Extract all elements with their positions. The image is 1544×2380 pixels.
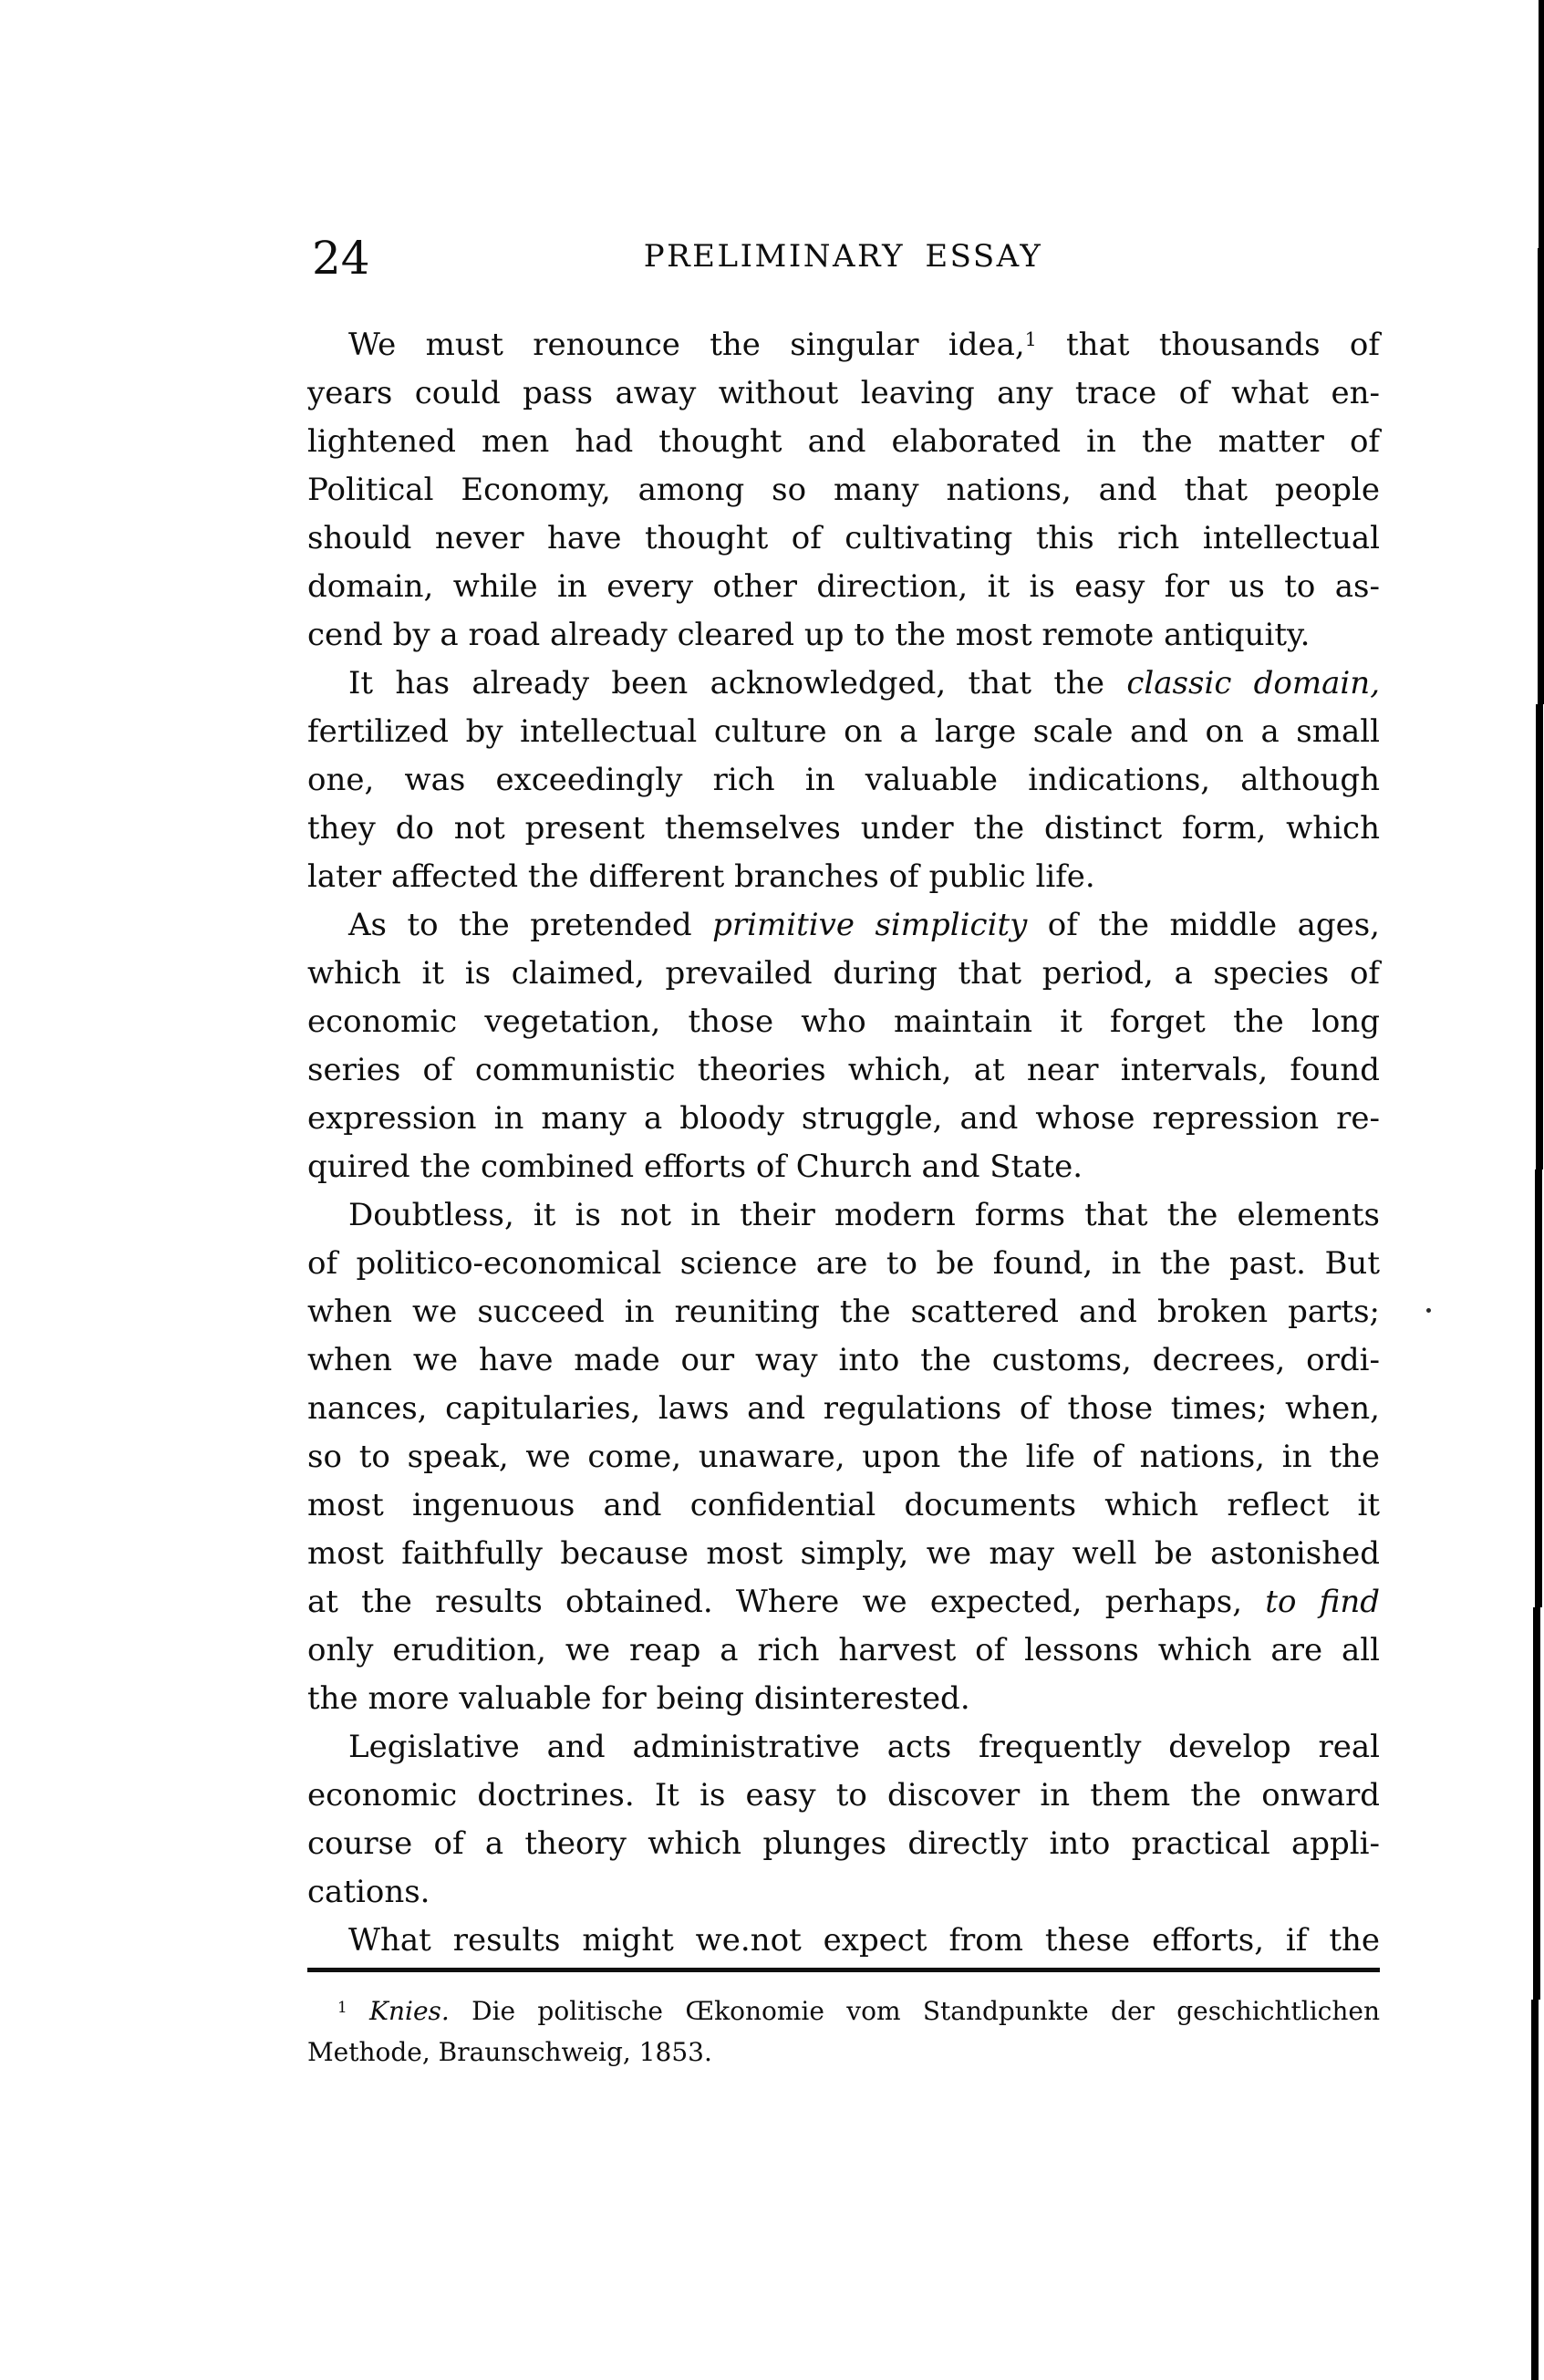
- text-segment: As to the pretended: [348, 907, 713, 943]
- text-segment: [347, 1996, 369, 2026]
- footnote-reference-mark: 1: [337, 1997, 347, 2016]
- text-segment: so to speak, we come, unaware, upon the life of nations, in the: [307, 1439, 1380, 1475]
- text-segment: classic domain,: [1126, 665, 1380, 702]
- text-segment: Die politische Œkonomie vom Standpunkte der geschichtlichen: [449, 1996, 1380, 2026]
- text-segment: most faithfully because most simply, we may well be astonished: [307, 1535, 1380, 1572]
- text-line: [307, 950, 1380, 998]
- text-segment: lightened men had thought and elaborated in the matter of: [307, 423, 1380, 460]
- text-segment: of politico-economical science are to be found, in the past. But: [307, 1245, 1380, 1282]
- text-line: [307, 1723, 1380, 1772]
- scan-edge-artifact: [1535, 1169, 1542, 1607]
- text-line: [307, 998, 1380, 1046]
- text-line: [307, 514, 1380, 563]
- text-segment: they do not present themselves under the distinct form, which: [307, 810, 1380, 847]
- text-segment: Political Economy, among so many nations, and that people: [307, 472, 1380, 508]
- text-segment: series of communistic theories which, at near intervals, found: [307, 1052, 1380, 1088]
- text-line: [307, 1046, 1380, 1095]
- text-segment: cations.: [307, 1874, 430, 1910]
- text-line: [307, 563, 1380, 611]
- text-line: [307, 1336, 1380, 1385]
- paragraph: [307, 321, 1380, 660]
- text-segment: which it is claimed, prevailed during that period, a species of: [307, 955, 1380, 992]
- text-segment: of the middle ages,: [1027, 907, 1380, 943]
- text-segment: should never have thought of cultivating this rich intellectual: [307, 520, 1380, 556]
- text-line: [307, 660, 1380, 708]
- text-segment: fertilized by intellectual culture on a large scale and on a small: [307, 713, 1380, 750]
- scan-edge-artifact: [1533, 1607, 1540, 2000]
- text-segment: economic doctrines. It is easy to discover in them the onward: [307, 1777, 1380, 1814]
- text-line: [307, 369, 1380, 418]
- text-segment: nances, capitularies, laws and regulations of those times; when,: [307, 1390, 1380, 1427]
- text-segment: when we have made our way into the customs, decrees, ordi-: [307, 1342, 1380, 1378]
- text-segment: at the results obtained. Where we expected, perhaps,: [307, 1584, 1266, 1620]
- text-line: [307, 1385, 1380, 1433]
- text-segment: Doubtless, it is not in their modern forms that the elements: [348, 1197, 1380, 1233]
- paragraph: [307, 1917, 1380, 1965]
- text-line: [307, 1433, 1380, 1481]
- footnote: [307, 1990, 1380, 2073]
- paragraph: [307, 1723, 1380, 1917]
- text-line: [307, 853, 1380, 901]
- text-line: [307, 418, 1380, 466]
- text-segment: that thousands of: [1036, 327, 1380, 363]
- paragraph: [307, 901, 1380, 1191]
- text-segment: Legislative and administrative acts frequently develop real: [348, 1729, 1380, 1765]
- text-line: [307, 466, 1380, 514]
- text-segment: expression in many a bloody struggle, and whose repression re-: [307, 1100, 1380, 1137]
- text-line: [307, 1675, 1380, 1723]
- text-segment: cend by a road already cleared up to the most remote antiquity.: [307, 617, 1311, 653]
- text-line: [307, 756, 1380, 805]
- text-line: [307, 1240, 1380, 1288]
- paragraph: [307, 660, 1380, 901]
- text-segment: years could pass away without leaving any trace of what en-: [307, 375, 1380, 411]
- text-line: [307, 1578, 1380, 1627]
- ink-dot-artifact: [1426, 1308, 1431, 1313]
- text-segment: We must renounce the singular idea,: [348, 327, 1025, 363]
- text-line: [307, 1095, 1380, 1143]
- page-number: 24: [312, 232, 370, 285]
- text-line: [307, 1530, 1380, 1578]
- text-line: [307, 2032, 1380, 2073]
- text-line: [307, 1627, 1380, 1675]
- scan-edge-artifact: [1539, 0, 1544, 248]
- text-segment: most ingenuous and confidential documents which reflect it: [307, 1487, 1380, 1523]
- scan-edge-artifact: [1538, 248, 1544, 704]
- text-line: [307, 1820, 1380, 1868]
- text-line: [307, 1143, 1380, 1191]
- running-header-title: PRELIMINARY ESSAY: [643, 238, 1043, 275]
- text-segment: What results might we.not expect from these efforts, if the: [348, 1922, 1380, 1959]
- text-segment: Knies.: [369, 1996, 450, 2026]
- text-segment: domain, while in every other direction, it is easy for us to as-: [307, 568, 1380, 605]
- text-segment: course of a theory which plunges directly into practical appli-: [307, 1825, 1380, 1862]
- paragraph: [307, 1191, 1380, 1723]
- text-segment: only erudition, we reap a rich harvest of lessons which are all: [307, 1632, 1380, 1668]
- text-segment: quired the combined efforts of Church and State.: [307, 1148, 1083, 1185]
- text-segment: to find: [1265, 1584, 1381, 1620]
- text-line: [307, 805, 1380, 853]
- text-line: [307, 321, 1380, 369]
- text-line: [307, 1917, 1380, 1965]
- text-line: [307, 1868, 1380, 1917]
- text-line: [307, 1191, 1380, 1240]
- text-segment: when we succeed in reuniting the scattered and broken parts;: [307, 1294, 1380, 1330]
- scan-edge-artifact: [1531, 2000, 1539, 2380]
- text-segment: primitive simplicity: [712, 907, 1028, 943]
- text-segment: later affected the different branches of public life.: [307, 858, 1095, 895]
- footnote-reference-mark: 1: [1024, 327, 1037, 350]
- text-segment: the more valuable for being disinterested.: [307, 1680, 970, 1717]
- footnote-rule: [307, 1968, 1380, 1972]
- text-line: [307, 1481, 1380, 1530]
- text-segment: It has already been acknowledged, that the: [348, 665, 1127, 702]
- text-segment: Methode, Braunschweig, 1853.: [307, 2037, 712, 2067]
- text-line: [307, 1990, 1380, 2032]
- text-segment: economic vegetation, those who maintain it forget the long: [307, 1003, 1380, 1040]
- text-line: [307, 901, 1380, 950]
- scan-edge-artifact: [1536, 704, 1543, 1169]
- text-segment: one, was exceedingly rich in valuable indications, although: [307, 762, 1380, 798]
- text-line: [307, 708, 1380, 756]
- body-text: [307, 321, 1380, 1965]
- text-line: [307, 611, 1380, 660]
- text-line: [307, 1772, 1380, 1820]
- text-line: [307, 1288, 1380, 1336]
